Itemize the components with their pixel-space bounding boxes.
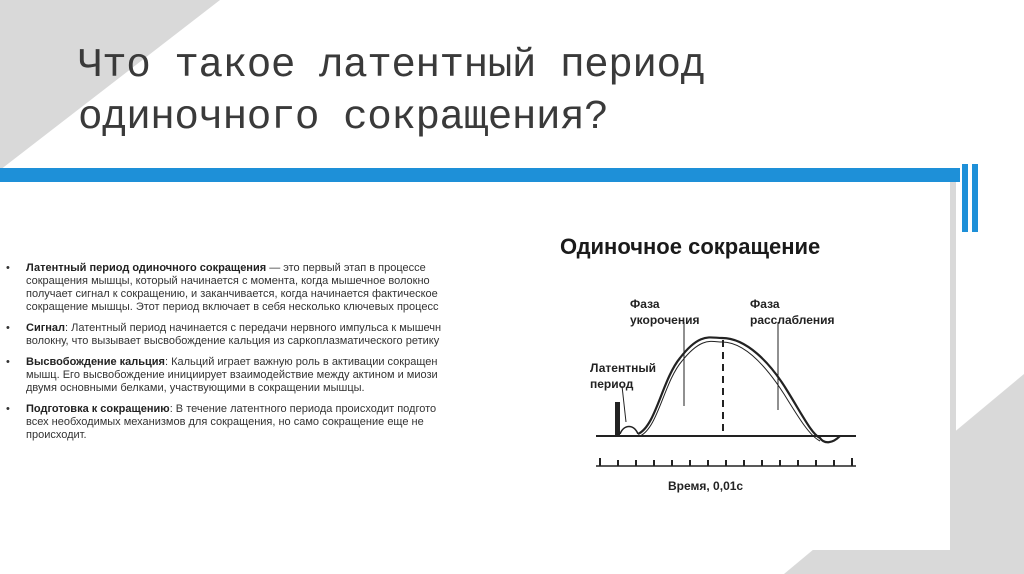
accent-bar: [0, 168, 960, 182]
twitch-figure: [560, 230, 880, 500]
bullet-text: — это первый этап в процессе: [266, 262, 426, 274]
bullet-item-preparation: [6, 403, 506, 442]
bullet-item-signal: [6, 322, 506, 348]
bullet-text: двумя основными белками, участвующими в сокращении мышцы.: [26, 382, 365, 394]
bullet-dot-icon: •: [6, 322, 10, 334]
time-axis-ticks: [600, 458, 852, 466]
bullet-text: : В течение латентного периода происходит подгото: [169, 403, 437, 415]
slide-title-line-1: Что такое латентный период: [78, 43, 705, 89]
slide-title: [78, 40, 898, 144]
content-card-shadow: [950, 182, 956, 552]
time-axis-label: Время, 0,01с: [668, 479, 744, 493]
stimulus-marker: [615, 402, 620, 436]
bullet-text: : Латентный период начинается с передачи нервного импульса к мышечн: [65, 322, 442, 334]
bullet-text: волокну, что вызывает высвобождение кальция из саркоплазматического ретику: [26, 335, 440, 347]
bullet-term: Подготовка к сокращению: [26, 403, 170, 415]
bullet-text: : Кальций играет важную роль в активации сокращен: [164, 356, 438, 368]
bullet-item-calcium: [6, 356, 506, 395]
bullet-term: Латентный период одиночного сокращения: [26, 262, 267, 274]
bullet-dot-icon: •: [6, 262, 10, 274]
latent-bump: [620, 427, 638, 435]
twitch-curve-outline: [640, 341, 820, 441]
bullet-list: [6, 262, 506, 450]
twitch-curve: [638, 337, 840, 442]
bullet-text: получает сигнал к сокращению, и заканчивается, когда начинается фактическое: [26, 288, 438, 300]
bullet-text: сокращения мышцы, который начинается с момента, когда мышечное волокно: [26, 275, 430, 287]
label-shortening-phase: Фаза укорочения: [630, 297, 700, 327]
bullet-dot-icon: •: [6, 403, 10, 415]
accent-block: [962, 164, 968, 232]
label-latent-period: Латентный период: [590, 361, 656, 391]
bullet-item-latent-period: [6, 262, 506, 314]
accent-block-2: [972, 164, 978, 232]
bullet-text: происходит.: [26, 429, 87, 441]
slide-title-line-2: одиночного сокращения?: [78, 95, 609, 141]
bullet-dot-icon: •: [6, 356, 10, 368]
bullet-text: всех необходимых механизмов для сокращения, но само сокращение еще не: [26, 416, 424, 428]
figure-title: Одиночное сокращение: [560, 234, 821, 259]
label-relaxation-phase: Фаза расслабления: [750, 297, 835, 327]
bullet-text: мышц. Его высвобождение инициирует взаимодействие между актином и миози: [26, 369, 438, 381]
bullet-term: Сигнал: [26, 322, 66, 334]
bullet-term: Высвобождение кальция: [26, 356, 165, 368]
bullet-text: сокращение мышцы. Этот период включает в себя несколько ключевых процесс: [26, 301, 439, 313]
